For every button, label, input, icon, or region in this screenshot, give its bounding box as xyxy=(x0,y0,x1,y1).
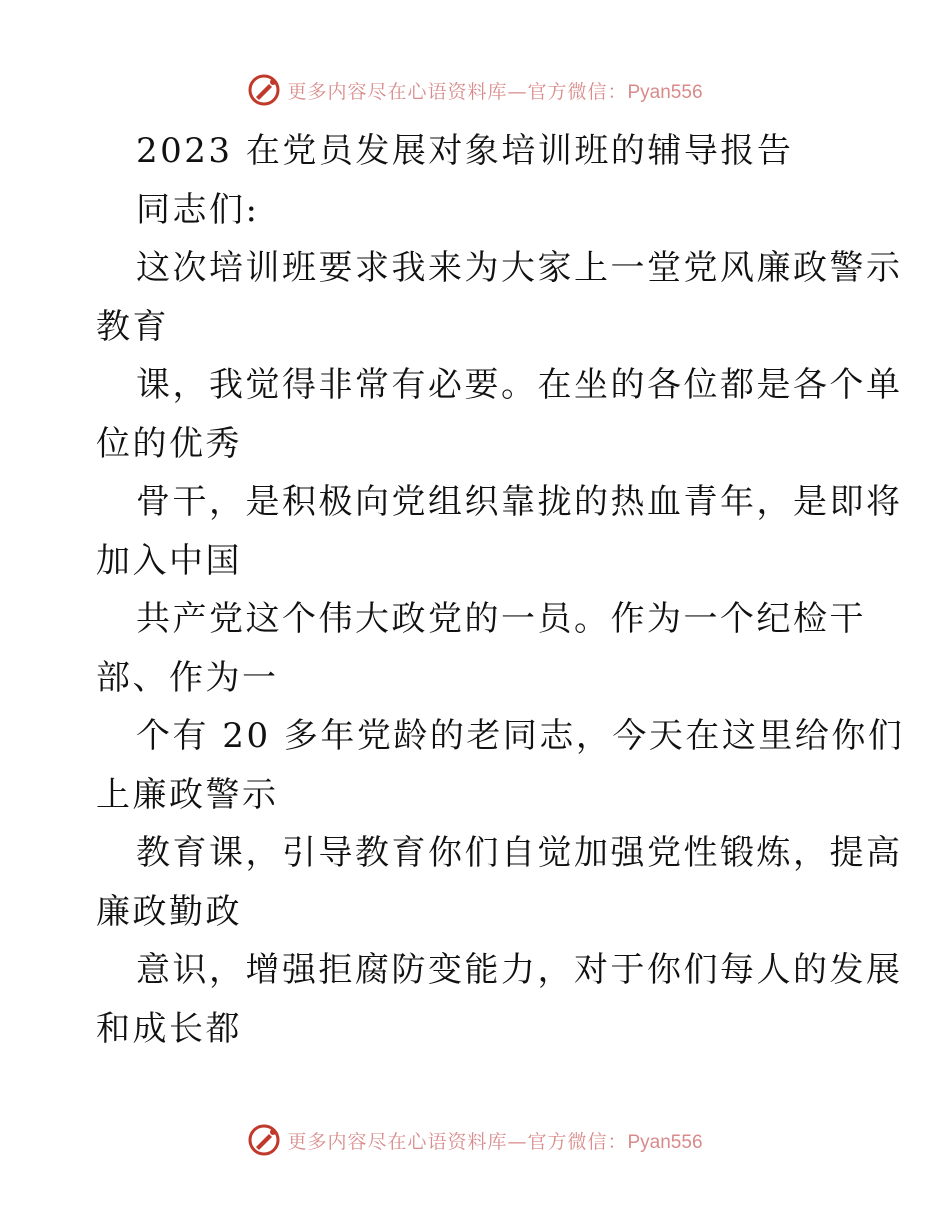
paragraph-line: 共产党这个伟大政党的一员。作为一个纪检干 xyxy=(136,599,866,639)
paragraph-line: 这次培训班要求我来为大家上一堂党风廉政警示 xyxy=(136,248,903,288)
paragraph-line: 意识，增强拒腐防变能力，对于你们每人的发展 xyxy=(136,950,903,990)
footer-watermark xyxy=(0,1120,950,1160)
paragraph-line: 部、作为一 xyxy=(96,657,279,698)
salutation: 同志们: xyxy=(136,189,260,230)
watermark-id: Pyan556 xyxy=(627,1131,703,1153)
paragraph-line: 教育 xyxy=(96,306,169,347)
paragraph-line: 个有 20 多年党龄的老同志，今天在这里给你们 xyxy=(136,716,905,756)
paragraph-line: 加入中国 xyxy=(96,540,242,581)
paragraph-line: 和成长都 xyxy=(96,1008,242,1049)
pen-logo-icon xyxy=(247,1123,281,1157)
paragraph-line: 教育课，引导教育你们自觉加强党性锻炼，提高 xyxy=(136,833,903,873)
watermark-text: 更多内容尽在心语资料库—官方微信：Pyan556 xyxy=(287,80,703,103)
paragraph-line: 骨干，是积极向党组织靠拢的热血青年，是即将 xyxy=(136,482,903,522)
paragraph-line: 廉政勤政 xyxy=(96,891,242,932)
paragraph-line: 上廉政警示 xyxy=(96,774,279,815)
paragraph-line: 课，我觉得非常有必要。在坐的各位都是各个单 xyxy=(136,365,903,405)
document-body xyxy=(96,122,905,1058)
paragraph-line: 位的优秀 xyxy=(96,423,242,464)
pen-logo-icon xyxy=(247,73,281,107)
header-watermark xyxy=(0,70,950,110)
watermark-id: Pyan556 xyxy=(627,81,703,103)
watermark-text: 更多内容尽在心语资料库—官方微信：Pyan556 xyxy=(287,1130,703,1153)
document-title: 2023 在党员发展对象培训班的辅导报告 xyxy=(136,131,794,171)
